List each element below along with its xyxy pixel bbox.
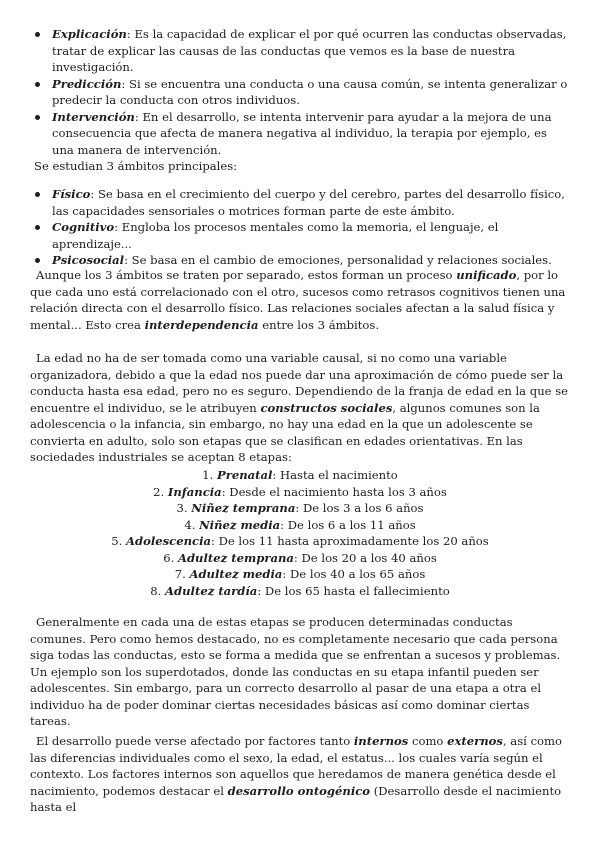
list-item: 3. Niñez temprana: De los 3 a los 6 años: [176, 501, 424, 515]
list-item: 5. Adolescencia: De los 11 hasta aproximadamente los 20 años: [111, 534, 489, 548]
list-item: Predicción: Si se encuentra una conducta o una causa común, se intenta generalizar o predecir la conducta con otros individuos.: [30, 76, 570, 109]
bullet-icon: [35, 32, 40, 37]
list-item: Físico: Se basa en el crecimiento del cuerpo y del cerebro, partes del desarrollo físico, las capacidades sensoriales o motrices forman parte de este ámbito.: [30, 186, 570, 219]
list-item: 6. Adultez temprana: De los 20 a los 40 años: [163, 550, 437, 565]
paragraph-conductas: Generalmente en cada una de estas etapas se producen determinadas conductas comunes. Pero como hemos destacado, no es completamente necesario que cada persona siga todas las conductas, esto se forma a medida que se enfrentan a sucesos y problemas. Un ejemplo son los superdotados, donde las conductas en su etapa infantil pueden ser adolescentes. Sin embargo, para un correcto desarrollo al pasar de una etapa a otra el individuo ha de poder dominar ciertas necesidades básicas así como dominar ciertas tareas.: [30, 615, 561, 728]
intro-bullet-list: [30, 26, 570, 158]
bullet-icon: [35, 115, 40, 120]
list-item: 4. Niñez media: De los 6 a los 11 años: [184, 517, 416, 532]
list-item: Cognitivo: Engloba los procesos mentales como la memoria, el lenguaje, el aprendizaje...: [30, 219, 570, 252]
paragraph-edad: La edad no ha de ser tomada como una variable causal, si no como una variable organizadora, debido a que la edad nos puede dar una aproximación de cómo puede ser la conducta hasta esa edad, pero no es seguro. Dependiendo de la franja de edad en la que se encuentre el individuo, se le atribuyen constructos sociales, algunos comunes son la adolescencia o la infancia, sin embargo, no hay una edad en la que un adolescente se convierta en adulto, solo son etapas que se clasifican en edades orientativas. En las sociedades industriales se aceptan 8 etapas:: [30, 351, 569, 464]
list-item: Intervención: En el desarrollo, se intenta intervenir para ayudar a la mejora de una consecuencia que afecta de manera negativa al individuo, la terapia por ejemplo, es una manera de intervención.: [30, 109, 570, 159]
ambitos-heading: Se estudian 3 ámbitos principales:: [34, 159, 238, 173]
list-item: 1. Prenatal: Hasta el nacimiento: [202, 468, 398, 482]
list-item: 8. Adultez tardía: De los 65 hasta el fallecimiento: [150, 583, 450, 598]
bullet-icon: [35, 258, 40, 263]
list-item: Explicación: Es la capacidad de explicar el por qué ocurren las conductas observadas, tratar de explicar las causas de las conductas que vemos es la base de nuestra investigación.: [30, 26, 570, 76]
paragraph-factores: El desarrollo puede verse afectado por factores tanto internos como externos, así como las diferencias individuales como el sexo, la edad, el estatus... los cuales varía según el contexto. Los factores internos son aquellos que heredamos de manera genética desde el nacimiento, podemos destacar el desarrollo ontogénico (Desarrollo desde el nacimiento hasta el: [30, 734, 563, 814]
paragraph-unificado: Aunque los 3 ámbitos se traten por separado, estos forman un proceso unificado, por lo que cada uno está correlacionado con el otro, sucesos como retrasos cognitivos tienen una relación directa con el desarrollo físico. Las relaciones sociales afectan a la salud física y mental... Esto crea interdependencia entre los 3 ámbitos.: [30, 268, 566, 332]
list-item: Psicosocial: Se basa en el cambio de emociones, personalidad y relaciones sociales.: [30, 252, 570, 269]
bullet-icon: [35, 82, 40, 87]
list-item: 2. Infancia: Desde el nacimiento hasta los 3 años: [153, 484, 447, 499]
bullet-icon: [35, 192, 40, 197]
ambitos-bullet-list: [30, 186, 570, 269]
bullet-icon: [35, 225, 40, 230]
stages-list: [30, 467, 570, 599]
list-item: 7. Adultez media: De los 40 a los 65 años: [174, 567, 426, 581]
